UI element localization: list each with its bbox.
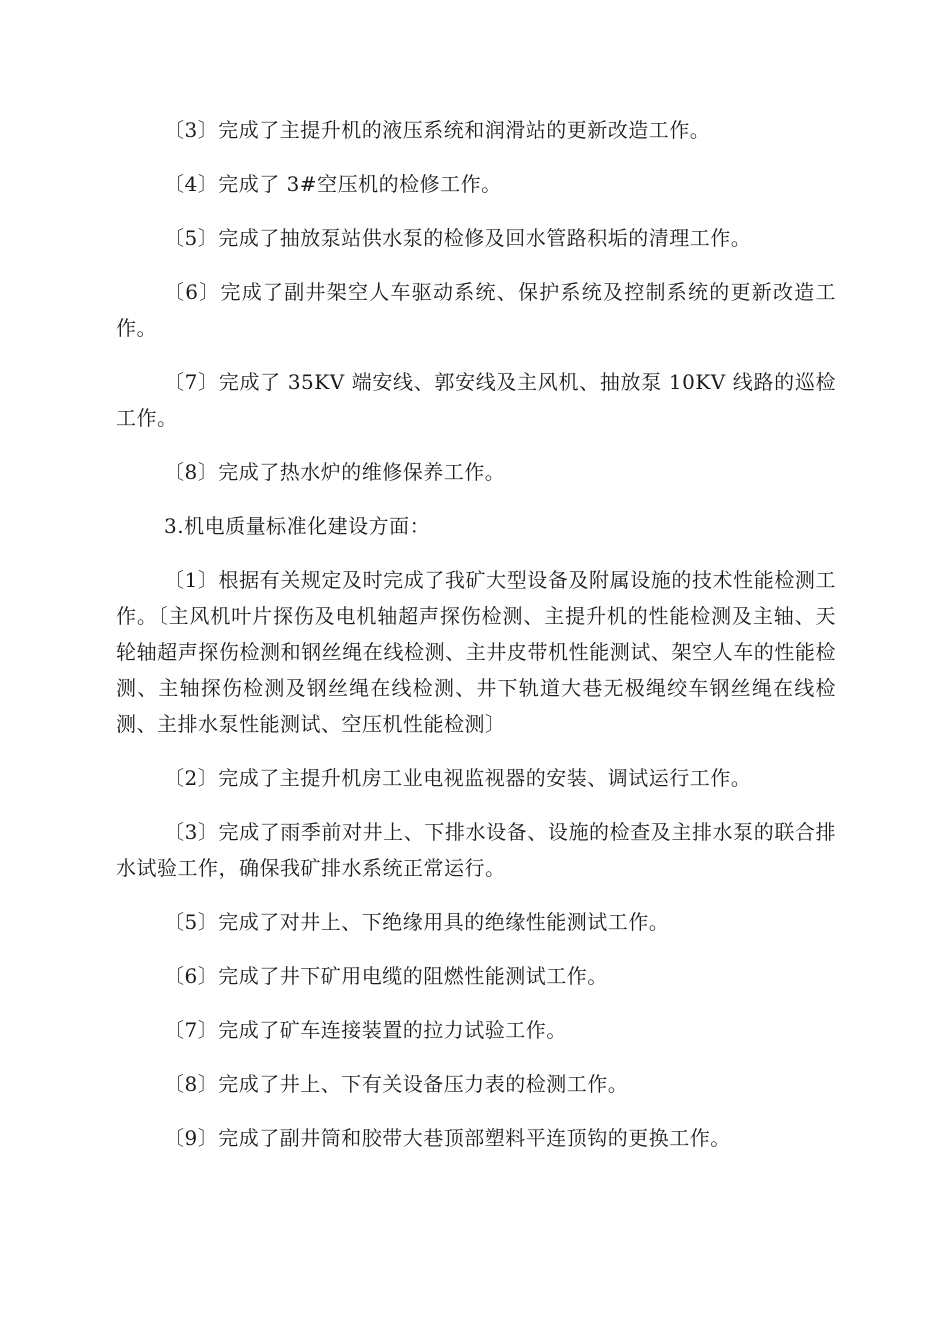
paragraph-item-8-pressure-gauge: 〔8〕完成了井上、下有关设备压力表的检测工作。 [164, 1072, 629, 1096]
paragraph-item-4-air-compressor: 〔4〕完成了 3#空压机的检修工作。 [164, 172, 502, 196]
paragraph-item-2-cctv-monitor: 〔2〕完成了主提升机房工业电视监视器的安装、调试运行工作。 [164, 766, 752, 790]
paragraph-item-3-hoist-hydraulic: 〔3〕完成了主提升机的液压系统和润滑站的更新改造工作。 [164, 118, 711, 142]
paragraph-item-5-water-pump: 〔5〕完成了抽放泵站供水泵的检修及回水管路积垢的清理工作。 [164, 226, 752, 250]
paragraph-item-6-man-riding-car: 〔6〕完成了副井架空人车驱动系统、保护系统及控制系统的更新改造工作。 [116, 280, 836, 340]
paragraph-item-9-hook-replacement: 〔9〕完成了副井筒和胶带大巷顶部塑料平连顶钩的更换工作。 [164, 1126, 731, 1150]
paragraph-item-6-cable-flame-test: 〔6〕完成了井下矿用电缆的阻燃性能测试工作。 [164, 964, 608, 988]
section-heading-quality-standardization: 3.机电质量标准化建设方面： [164, 514, 431, 538]
paragraph-item-5-insulation-test: 〔5〕完成了对井上、下绝缘用具的绝缘性能测试工作。 [164, 910, 670, 934]
paragraph-item-7-line-inspection: 〔7〕完成了 35KV 端安线、郭安线及主风机、抽放泵 10KV 线路的巡检工作。 [116, 370, 836, 430]
paragraph-item-8-water-heater: 〔8〕完成了热水炉的维修保养工作。 [164, 460, 506, 484]
paragraph-item-7-tensile-test: 〔7〕完成了矿车连接装置的拉力试验工作。 [164, 1018, 567, 1042]
paragraph-item-1-performance-testing: 〔1〕根据有关规定及时完成了我矿大型设备及附属设施的技术性能检测工作。〔主风机叶片探伤及电机轴超声探伤检测、主提升机的性能检测及主轴、天轮轴超声探伤检测和钢丝绳在线检测、主井皮带机性能测试、架空人车的性能检测、主轴探伤检测及钢丝绳在线检测、井下轨道大巷无极绳绞车钢丝绳在线检测、主排水泵性能测试、空压机性能检测〕 [116, 568, 836, 736]
paragraph-item-3-drainage-test: 〔3〕完成了雨季前对井上、下排水设备、设施的检查及主排水泵的联合排水试验工作，确保我矿排水系统正常运行。 [116, 820, 836, 880]
document-body [116, 112, 836, 1174]
